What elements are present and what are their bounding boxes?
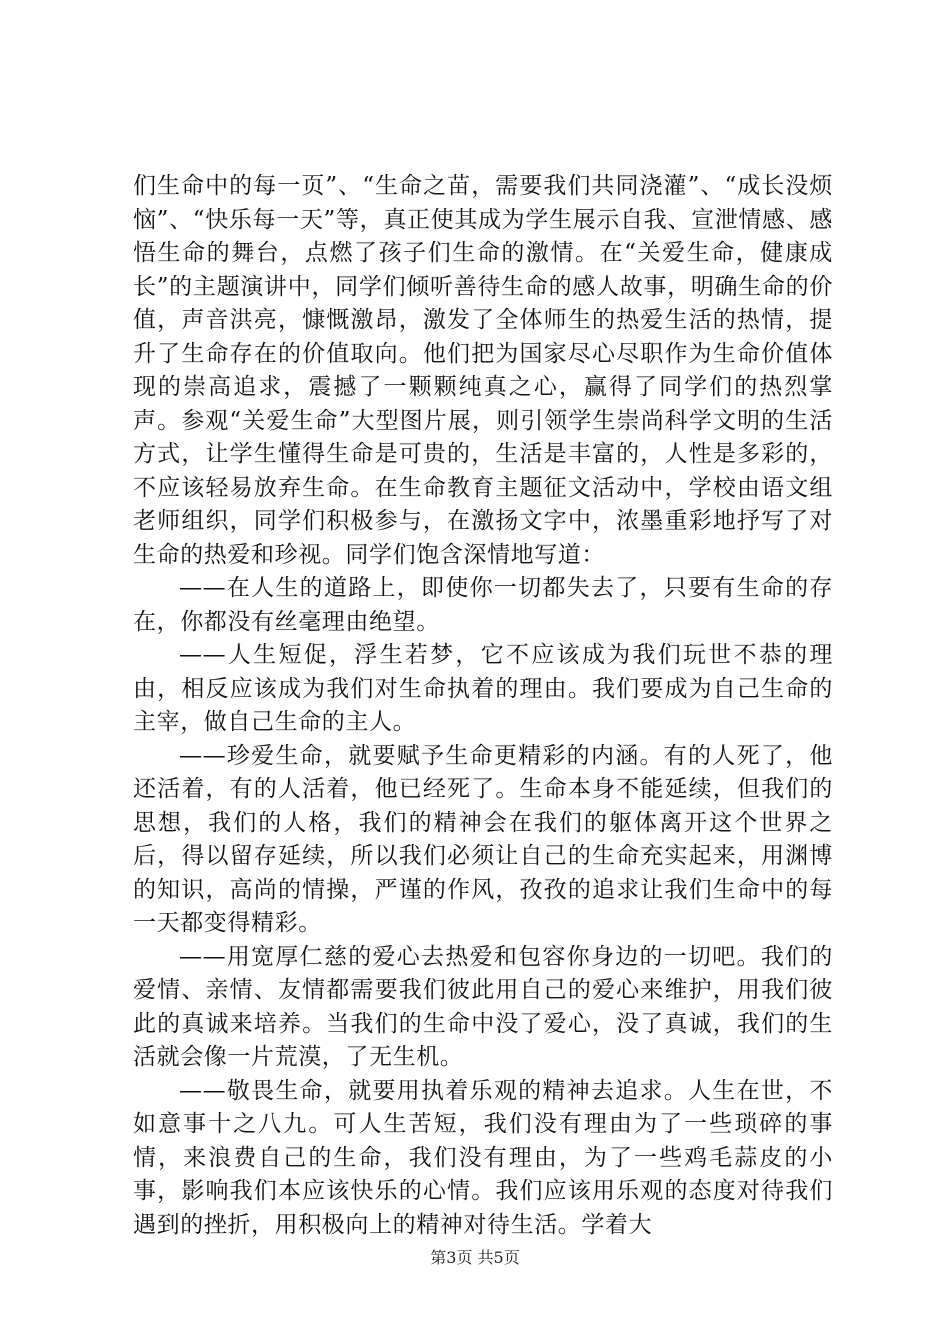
paragraph-2: ——在人生的道路上，即使你一切都失去了，只要有生命的存在，你都没有丝毫理由绝望。 bbox=[133, 575, 833, 635]
paragraph-5: ——用宽厚仁慈的爱心去热爱和包容你身边的一切吧。我们的爱情、亲情、友情都需要我们彼此用自己的爱心来维护，用我们彼此的真诚来培养。当我们的生命中没了爱心，没了真诚，我们的生活就会像一片荒漠，了无生机。 bbox=[133, 943, 833, 1070]
paragraph-4: ——珍爱生命，就要赋予生命更精彩的内涵。有的人死了，他还活着，有的人活着，他已经死了。生命本身不能延续，但我们的思想，我们的人格，我们的精神会在我们的躯体离开这个世界之后，得以留存延续，所以我们必须让自己的生命充实起来，用渊博的知识，高尚的情操，严谨的作风，孜孜的追求让我们生命中的每一天都变得精彩。 bbox=[133, 742, 833, 936]
page-footer: 第3页 共5页 bbox=[430, 1248, 520, 1267]
paragraph-6: ——敬畏生命，就要用执着乐观的精神去追求。人生在世，不如意事十之八九。可人生苦短，我们没有理由为了一些琐碎的事情，来浪费自己的生命，我们没有理由，为了一些鸡毛蒜皮的小事，影响我们本应该快乐的心情。我们应该用乐观的态度对待我们遇到的挫折，用积极向上的精神对待生活。学着大 bbox=[133, 1077, 833, 1238]
paragraph-3: ——人生短促，浮生若梦，它不应该成为我们玩世不恭的理由，相反应该成为我们对生命执着的理由。我们要成为自己生命的主宰，做自己生命的主人。 bbox=[133, 642, 833, 735]
paragraph-1: 们生命中的每一页”、“生命之苗，需要我们共同浇灌”、“成长没烦恼”、“快乐每一天”等，真正使其成为学生展示自我、宣泄情感、感悟生命的舞台，点燃了孩子们生命的激情。在“关爱生命，健康成长”的主题演讲中，同学们倾听善待生命的感人故事，明确生命的价值，声音洪亮，慷慨激昂，激发了全体师生的热爱生活的热情，提升了生命存在的价值取向。他们把为国家尽心尽职作为生命价值体现的崇高追求，震撼了一颗颗纯真之心，赢得了同学们的热烈掌声。参观“关爱生命”大型图片展，则引领学生崇尚科学文明的生活方式，让学生懂得生命是可贵的，生活是丰富的，人性是多彩的，不应该轻易放弃生命。在生命教育主题征文活动中，学校由语文组老师组织，同学们积极参与，在激扬文字中，浓墨重彩地抒写了对生命的热爱和珍视。同学们饱含深情地写道： bbox=[133, 173, 833, 568]
document-body bbox=[133, 170, 833, 1242]
